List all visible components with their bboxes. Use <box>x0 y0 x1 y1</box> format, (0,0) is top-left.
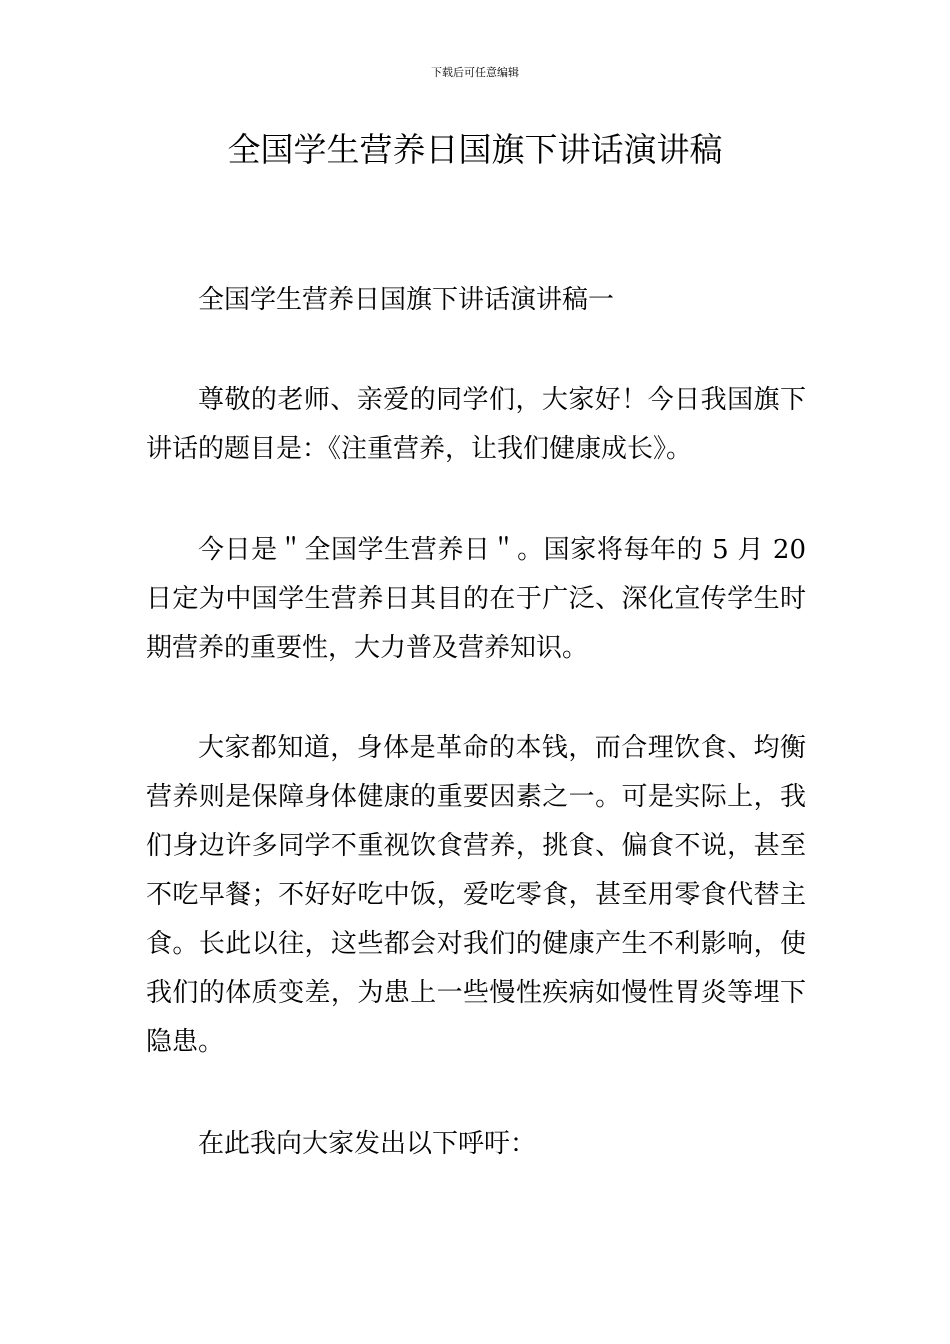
section-subtitle: 全国学生营养日国旗下讲话演讲稿一 <box>198 285 615 315</box>
paragraph-greeting: 尊敬的老师、亲爱的同学们，大家好！今日我国旗下讲话的题目是：《注重营养，让我们健康成长》。 <box>146 385 806 464</box>
paragraph-call: 在此我向大家发出以下呼吁： <box>198 1129 537 1159</box>
header-note: 下载后可任意编辑 <box>431 66 519 79</box>
document-title: 全国学生营养日国旗下讲话演讲稿 <box>227 130 723 169</box>
paragraph-intro: 今日是＂全国学生营养日＂。国家将每年的 5 月 20 日定为中国学生营养日其目的在于广泛、深化宣传学生时期营养的重要性，大力普及营养知识。 <box>146 535 806 663</box>
paragraph-body: 大家都知道，身体是革命的本钱，而合理饮食、均衡营养则是保障身体健康的重要因素之一。可是实际上，我们身边许多同学不重视饮食营养，挑食、偏食不说，甚至不吃早餐；不好好吃中饭，爱吃零食，甚至用零食代替主食。长此以往，这些都会对我们的健康产生不利影响，使我们的体质变差，为患上一些慢性疾病如慢性胃炎等埋下隐患。 <box>146 733 806 1057</box>
